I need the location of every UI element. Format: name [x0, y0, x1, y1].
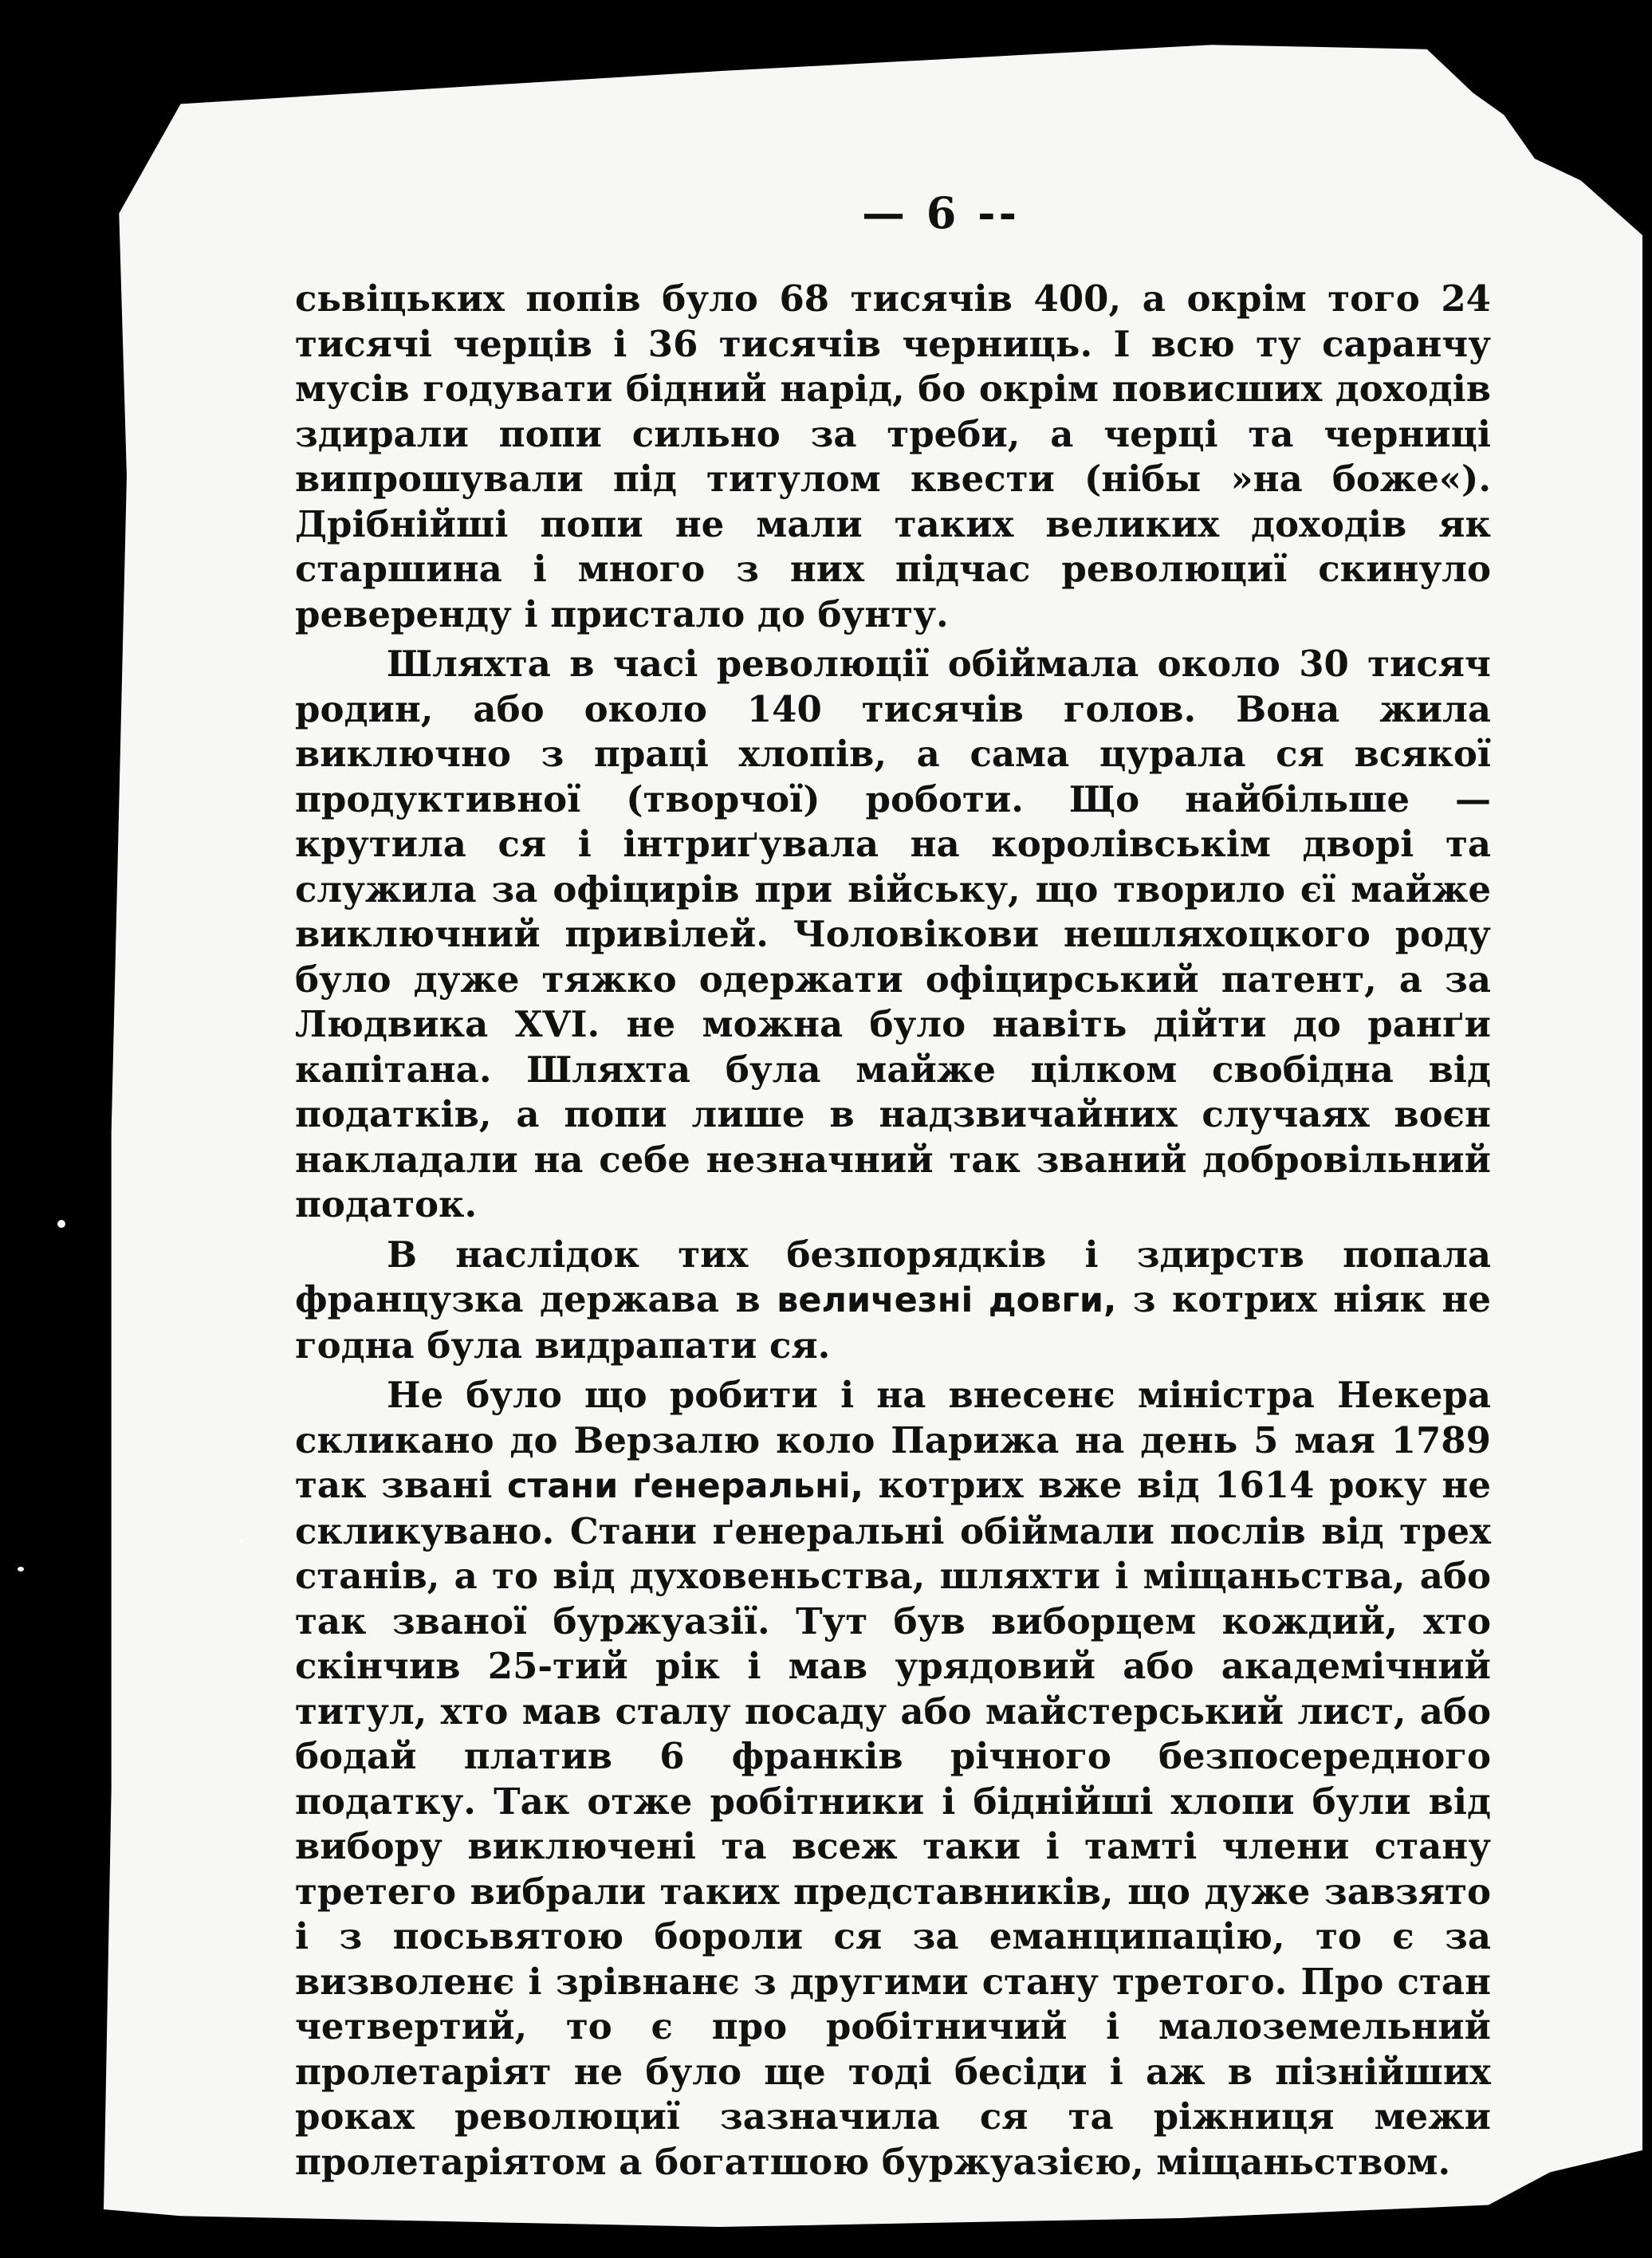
paragraph-text: Не було що робити і на внесенє міністра Некера скликано до Верзалю коло Парижа на день 5 мая 1789 так звані	[295, 1374, 1491, 1506]
paragraph-text: котрих вже від 1614 року не скликувано. Стани ґенеральні обіймали послів від трех станів, а то від духовеньства, шляхти і міщаньства, або так званої буржуазії. Тут був виборцем кождий, хто скінчив 25-тий рік і мав урядовий або академічний титул, хто мав сталу посаду або майстерський лист, або бодай платив 6 франків річного безпосередного податку. Так отже робітники і біднійші хлопи були від вибору виключені та всеж таки і тамті члени стану третего вибрали таких представників, що дуже завзято і з посьвятою бороли ся за еманципацію, то є за визволенє і зрівнанє з другими стану третого. Про стан четвертий, то є про робітничий і малоземельний пролетаріят не було ще тоді бесіди і аж в пізнійших роках революциї зазначила ся та ріжниця межи пролетаріятом а богатшою буржуазією, міщаньством.	[295, 1464, 1491, 2183]
paragraph-3	[295, 1233, 1491, 1369]
body-text	[295, 277, 1491, 2185]
paragraph-1	[295, 277, 1491, 637]
scan-speck	[239, 1539, 243, 1543]
paragraph-text: з котрих ніяк не годна була видрапати ся.	[295, 1278, 1491, 1367]
page-number: — 6 --	[862, 187, 1020, 238]
emphasis-text: величезні довги,	[777, 1280, 1117, 1320]
scan-speck	[18, 1567, 24, 1572]
paragraph-text: В наслідок тих безпорядків і здирств попала французка держава в	[295, 1233, 1491, 1320]
page-content	[295, 187, 1491, 2185]
paragraph-text: сьвіцьких попів було 68 тисячів 400, а окрім того 24 тисячі черців і 36 тисячів черниць. І всю ту саранчу мусів годувати бідний нарід, бо окрім повисших доходів здирали попи сильно за треби, а черці та черниці випрошували під титулом квести (нібы »на боже«). Дрібнійші попи не мали таких великих доходів як старшина і много з них підчас революциї скинуло реверенду і пристало до бунту.	[295, 277, 1491, 635]
paragraph-text: Шляхта в часі революції обіймала около 30 тисяч родин, або около 140 тисячів голов. Вона жила виключно з праці хлопів, а сама цурала ся всякої продуктивної (творчої) роботи. Що найбільше — крутила ся і інтриґувала на королівськім дворі та служила за офіцирів при війську, що творило єї майже виключний привілей. Чоловікови нешляхоцкого роду було дуже тяжко одержати офіцирський патент, а за Людвика XVI. не можна було навіть дійти до ранґи капітана. Шляхта була майже цілком свобідна від податків, а попи лише в надзвичайних случаях воєн накладали на себе незначний так званий добровільний податок.	[295, 643, 1491, 1225]
paragraph-2	[295, 642, 1491, 1228]
paragraph-4	[295, 1373, 1491, 2185]
emphasis-text: стани ґенеральні,	[506, 1466, 863, 1506]
scan-speck	[57, 1220, 65, 1228]
